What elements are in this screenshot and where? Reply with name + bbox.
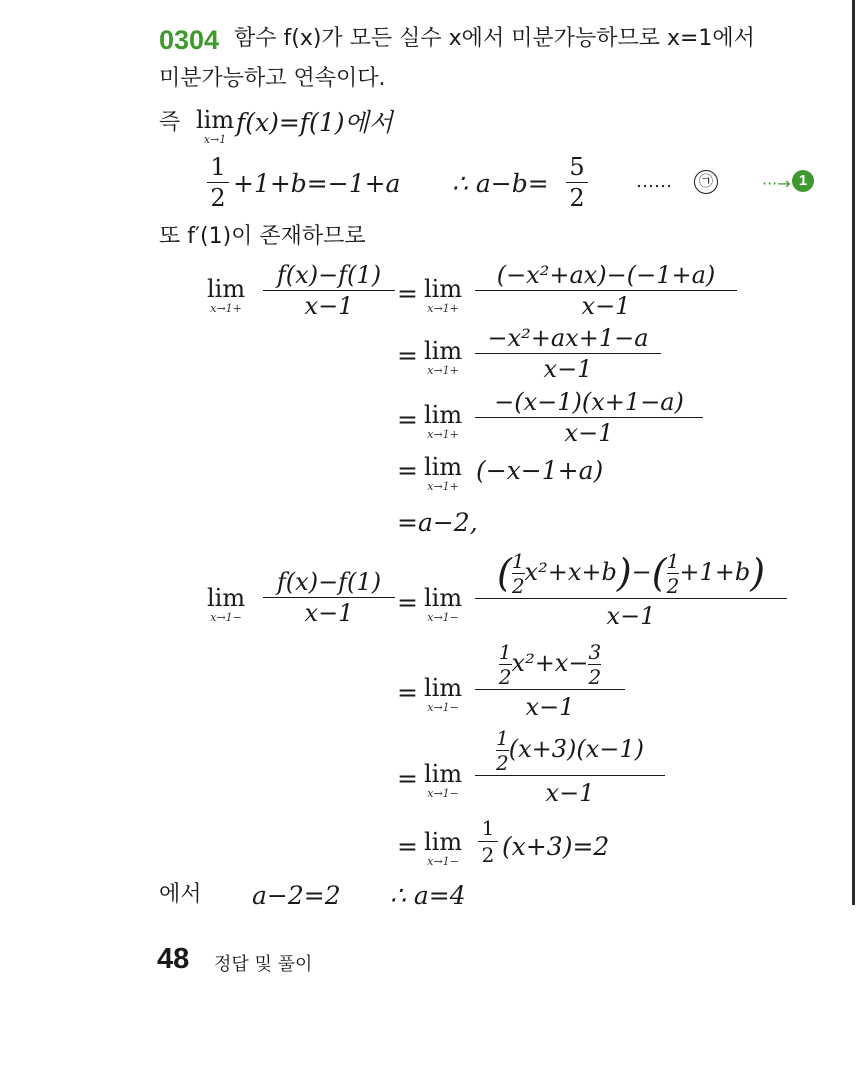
lim-word: lim — [424, 275, 463, 303]
right-limit-result: =a−2, — [397, 508, 478, 537]
lim-word: lim — [424, 828, 463, 856]
half-fraction — [478, 818, 498, 865]
fraction-denominator: x−1 — [581, 292, 631, 320]
fraction-denominator: x−1 — [545, 779, 595, 807]
page-number: 48 — [157, 943, 190, 975]
left-step4-expression: (x+3)=2 — [502, 832, 610, 861]
fraction-numerator: 1 — [481, 816, 495, 840]
leader-dots: …… — [636, 171, 672, 192]
three-halves-fraction: $\frac{3}{2}$ — [588, 640, 602, 689]
equals-sign: = — [397, 678, 418, 707]
lim-subscript: x→1− — [427, 611, 459, 624]
lim-subscript: x→1+ — [427, 364, 459, 377]
equals-sign: = — [397, 588, 418, 617]
lim-word: lim — [207, 275, 246, 303]
left-step2-fraction — [475, 640, 625, 721]
fraction-numerator: $\frac{1}{2}$ x²+x− $\frac{3}{2}$ — [498, 640, 602, 689]
step-arrow-icon: ···→ — [762, 174, 791, 193]
fraction-numerator: 1 — [210, 153, 226, 181]
lim-subscript: x→1 — [203, 133, 227, 146]
fraction-denominator: x−1 — [304, 599, 354, 627]
half-fraction: $\frac{1}{2}$ — [666, 549, 680, 598]
right-step3-fraction — [475, 390, 703, 445]
problem-number: 0304 — [159, 25, 220, 55]
lim-word: lim — [424, 337, 463, 365]
fraction-denominator: 2 — [210, 184, 226, 212]
lim-word: lim — [424, 584, 463, 612]
right-limit-step3 — [424, 403, 462, 440]
fraction-numerator: $\frac{1}{2}$ (x+3)(x−1) — [495, 726, 644, 775]
equals-sign: = — [397, 832, 418, 861]
left-limit-step4 — [424, 830, 462, 867]
right-limit-step2 — [424, 339, 462, 376]
left-step1-fraction — [475, 548, 787, 630]
continuity-prefix: 즉 — [159, 110, 181, 135]
lim-word: lim — [207, 584, 246, 612]
lim-subscript: x→1+ — [427, 428, 459, 441]
equals-sign: = — [397, 341, 418, 370]
lim-word: lim — [196, 106, 235, 134]
lim-subscript: x→1− — [210, 611, 242, 624]
equals-sign: = — [397, 764, 418, 793]
lim-word: lim — [424, 453, 463, 481]
difference-quotient — [263, 263, 395, 318]
continuity-limit — [196, 108, 234, 145]
left-limit-step3 — [424, 762, 462, 799]
lim-word: lim — [424, 401, 463, 429]
right-step1-fraction — [475, 263, 737, 318]
equals-sign: = — [397, 279, 418, 308]
lim-subscript: x→1+ — [427, 480, 459, 493]
left-limit-step1 — [424, 586, 462, 623]
problem-text-line2: 미분가능하고 연속이다. — [159, 66, 386, 91]
fraction-denominator: 2 — [569, 184, 585, 212]
continuity-equation: +1+b=−1+a — [233, 169, 401, 198]
continuity-expression: f(x)=f(1)에서 — [236, 108, 393, 137]
problem-text-line1: 함수 f(x)가 모든 실수 x에서 미분가능하므로 x=1에서 — [234, 26, 755, 51]
fraction-denominator: x−1 — [304, 292, 354, 320]
conclusion-prefix: 에서 — [159, 882, 202, 907]
fraction-denominator: x−1 — [606, 602, 656, 630]
lim-word: lim — [424, 760, 463, 788]
half-fraction: $\frac{1}{2}$ — [498, 640, 512, 689]
right-step4-expression: (−x−1+a) — [476, 456, 604, 485]
lim-subscript: x→1+ — [427, 302, 459, 315]
fraction-denominator: 2 — [481, 843, 495, 867]
fraction-denominator: x−1 — [543, 355, 593, 383]
lim-word: lim — [424, 674, 463, 702]
fraction-numerator: 5 — [569, 153, 585, 181]
half-fraction: $\frac{1}{2}$ — [495, 726, 509, 775]
fraction-numerator: (−x²+ax)−(−1+a) — [496, 261, 716, 289]
half-fraction: $\frac{1}{2}$ — [511, 549, 525, 598]
fraction-numerator: −(x−1)(x+1−a) — [494, 388, 684, 416]
right-limit-step1 — [424, 277, 462, 314]
right-limit-step4 — [424, 455, 462, 492]
therefore-expression: ∴ a−b= — [452, 169, 549, 198]
step-badge-icon: 1 — [792, 170, 814, 192]
fraction-numerator: f(x)−f(1) — [276, 261, 382, 289]
fraction-numerator: −x²+ax+1−a — [487, 324, 649, 352]
lim-subscript: x→1− — [427, 787, 459, 800]
left-step3-fraction — [475, 726, 665, 807]
five-halves-fraction — [566, 155, 588, 210]
equals-sign: = — [397, 405, 418, 434]
footer-label: 정답 및 풀이 — [214, 954, 313, 975]
difference-quotient — [263, 570, 395, 625]
left-limit-lhs — [207, 586, 245, 623]
page-edge-rule — [852, 0, 855, 905]
lim-subscript: x→1− — [427, 701, 459, 714]
circled-mark-icon: ㉠ — [694, 170, 718, 194]
right-step2-fraction — [475, 326, 661, 381]
right-limit-lhs — [207, 277, 245, 314]
equals-sign: = — [397, 456, 418, 485]
half-fraction — [207, 155, 229, 210]
left-limit-step2 — [424, 676, 462, 713]
fraction-numerator: f(x)−f(1) — [276, 568, 382, 596]
fraction-denominator: x−1 — [525, 693, 575, 721]
conclusion-equation: a−2=2 — [252, 881, 341, 910]
derivative-intro: 또 f′(1)이 존재하므로 — [159, 224, 366, 249]
fraction-numerator: ( $\frac{1}{2}$ x²+x+b)−( $\frac{1}{2}$ +1+b) — [496, 549, 766, 598]
lim-subscript: x→1− — [427, 855, 459, 868]
fraction-denominator: x−1 — [564, 419, 614, 447]
lim-subscript: x→1+ — [210, 302, 242, 315]
conclusion-result: ∴ a=4 — [390, 881, 466, 910]
